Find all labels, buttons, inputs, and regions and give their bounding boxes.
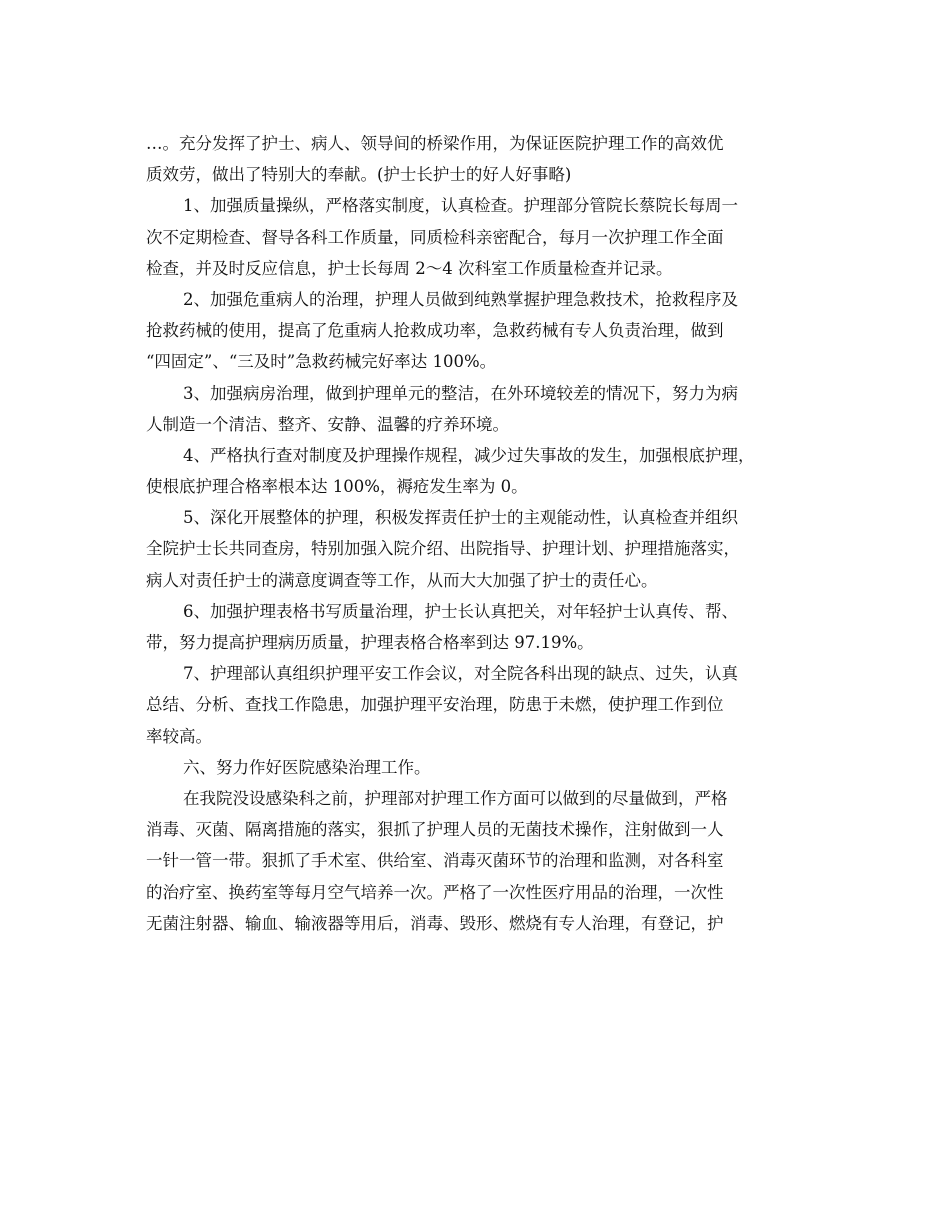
text-line: 一针一管一带。狠抓了手术室、供给室、消毒灭菌环节的治理和监测，对各科室 — [146, 851, 724, 871]
text-line: 使根底护理合格率根本达 100%，褥疮发生率为 0。 — [146, 477, 528, 497]
text-line: 带，努力提高护理病历质量，护理表格合格率到达 97.19%。 — [146, 633, 594, 652]
text-line: 6、加强护理表格书写质量治理，护士长认真把关，对年轻护士认真传、帮、 — [183, 601, 738, 621]
text-line: …。充分发挥了护士、病人、领导间的桥梁作用，为保证医院护理工作的高效优 — [146, 134, 724, 153]
text-line: 次不定期检查、督导各科工作质量，同质检科亲密配合，每月一次护理工作全面 — [146, 227, 724, 247]
text-line: 率较高。 — [146, 726, 212, 746]
text-line: 2、加强危重病人的治理，护理人员做到纯熟掌握护理急救技术，抢救程序及 — [183, 289, 738, 309]
text-line: 5、深化开展整体的护理，积极发挥责任护士的主观能动性，认真检查并组织 — [183, 508, 738, 528]
text-line: “四固定”、“三及时”急救药械完好率达 100%。 — [146, 352, 497, 372]
text-line: 总结、分析、查找工作隐患，加强护理平安治理，防患于未燃，使护理工作到位 — [146, 695, 724, 715]
text-line: 消毒、灭菌、隔离措施的落实，狠抓了护理人员的无菌技术操作，注射做到一人 — [146, 820, 724, 840]
document-body — [146, 128, 826, 939]
text-line: 在我院没设感染科之前，护理部对护理工作方面可以做到的尽量做到，严格 — [183, 788, 728, 808]
text-line: 人制造一个清洁、整齐、安静、温馨的疗养环境。 — [146, 414, 509, 434]
text-line: 全院护士长共同查房，特别加强入院介绍、出院指导、护理计划、护理措施落实， — [146, 539, 740, 559]
text-line: 六、努力作好医院感染治理工作。 — [183, 757, 431, 777]
text-line: 病人对责任护士的满意度调查等工作，从而大大加强了护士的责任心。 — [146, 570, 658, 590]
text-line: 4、严格执行查对制度及护理操作规程，减少过失事故的发生，加强根底护理， — [183, 445, 755, 465]
text-line: 的治疗室、换药室等每月空气培养一次。严格了一次性医疗用品的治理，一次性 — [146, 882, 724, 902]
text-line: 1、加强质量操纵，严格落实制度，认真检查。护理部分管院长蔡院长每周一 — [183, 196, 738, 216]
text-line: 3、加强病房治理，做到护理单元的整洁，在外环境较差的情况下，努力为病 — [183, 383, 738, 403]
text-line: 检查，并及时反应信息，护士长每周 2～4 次科室工作质量检查并记录。 — [146, 258, 673, 278]
text-line: 质效劳，做出了特别大的奉献。(护士长护士的好人好事略) — [146, 165, 572, 185]
text-line: 抢救药械的使用，提高了危重病人抢救成功率，急救药械有专人负责治理，做到 — [146, 321, 724, 341]
text-line: 无菌注射器、输血、输液器等用后，消毒、毁形、燃烧有专人治理，有登记，护 — [146, 913, 724, 933]
text-line: 7、护理部认真组织护理平安工作会议，对全院各科出现的缺点、过失，认真 — [183, 664, 738, 684]
